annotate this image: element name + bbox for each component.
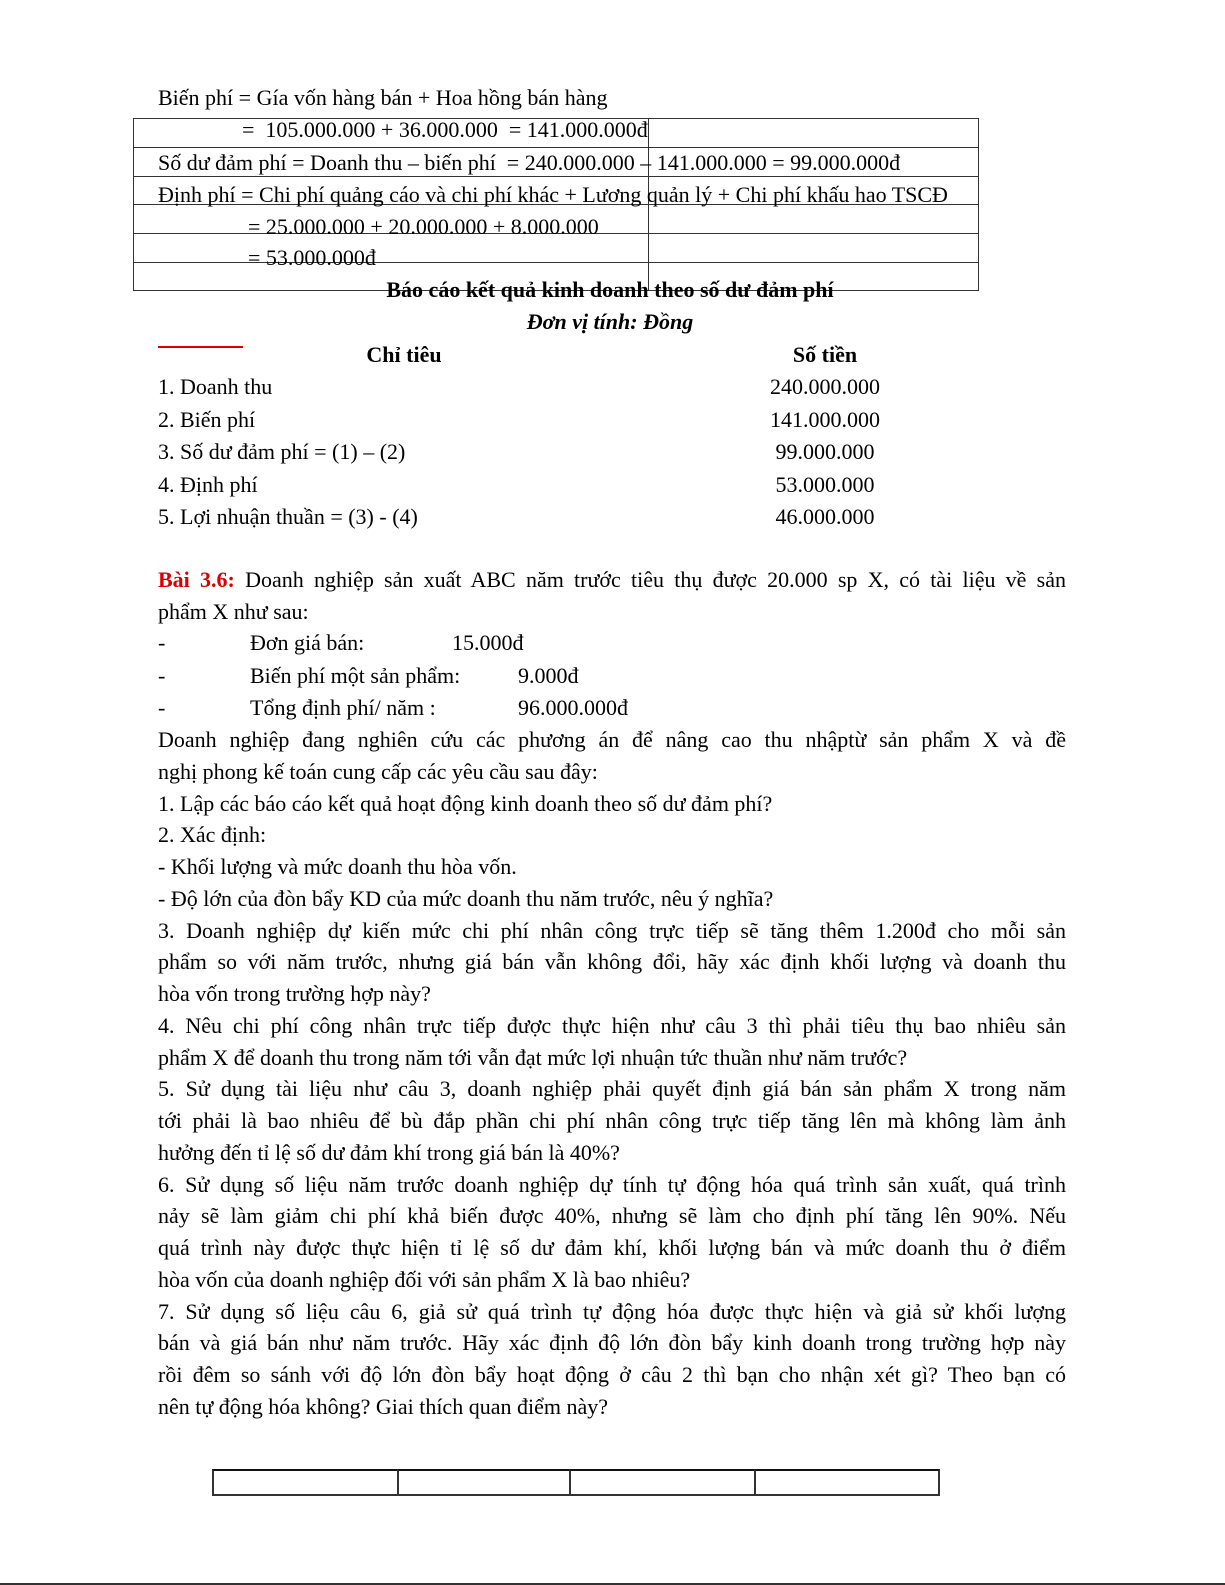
body-line: tới phải là bao nhiêu để bù đắp phần chi phí nhân công trực tiếp tăng lên mà không làm ảnh <box>158 1108 1066 1133</box>
red-mark-line <box>158 346 243 348</box>
body-line: 5. Sử dụng tài liệu như câu 3, doanh nghiệp phải quyết định giá bán sản phẩm X trong năm <box>158 1076 1066 1102</box>
bien-phi-formula: Biến phí = Gía vốn hàng bán + Hoa hồng bán hàng <box>158 85 608 110</box>
table-line <box>133 118 134 290</box>
exercise-intro-text: Doanh nghiệp sản xuất ABC năm trước tiêu thụ được 20.000 sp X, có tài liệu về sản <box>245 567 1066 592</box>
report-unit: Đơn vị tính: Đồng <box>526 309 694 334</box>
dinh-phi-formula: Định phí = Chi phí quảng cáo và chi phí khác + Lương quản lý + Chi phí khấu hao TSCĐ <box>158 182 948 207</box>
report-row-item: 2. Biến phí <box>158 406 256 432</box>
body-line: phẩm X để doanh thu trong năm tới vẫn đạt mức lợi nhuận tức thuần như năm trước? <box>158 1044 908 1070</box>
col-header-amount: Số tiền <box>792 342 858 367</box>
body-line: nghị phong kế toán cung cấp các yêu cầu sau đây: <box>158 758 598 784</box>
exercise-intro <box>158 564 1066 596</box>
report-row-amount: 99.000.000 <box>775 439 875 464</box>
bullet-value: 15.000đ <box>452 630 524 655</box>
report-row-amount: 46.000.000 <box>775 504 875 529</box>
body-line: bán và giá bán như năm trước. Hãy xác định độ lớn đòn bẩy kinh doanh trong trường hợp này <box>158 1330 1066 1356</box>
table-cell <box>569 1469 756 1496</box>
bullet-label: Tổng định phí/ năm : <box>250 695 436 720</box>
col-header-item: Chỉ tiêu <box>366 342 442 367</box>
table-line <box>978 118 979 290</box>
body-line: - Độ lớn của đòn bẩy KD của mức doanh thu năm trước, nêu ý nghĩa? <box>158 885 774 911</box>
report-row-amount: 240.000.000 <box>770 374 880 399</box>
report-row-amount: 141.000.000 <box>770 406 880 432</box>
table-cell <box>212 1469 399 1496</box>
body-line: 2. Xác định: <box>158 822 267 848</box>
body-line: 1. Lập các báo cáo kết quả hoạt động kinh doanh theo số dư đảm phí? <box>158 790 773 816</box>
bullet-dash: - <box>158 662 166 688</box>
bullet-dash: - <box>158 630 166 655</box>
report-row-item: 5. Lợi nhuận thuần = (3) - (4) <box>158 504 418 529</box>
table-cell <box>397 1469 571 1496</box>
body-line: 3. Doanh nghiệp dự kiến mức chi phí nhân công trực tiếp sẽ tăng thêm 1.200đ cho mỗi sản <box>158 917 1066 943</box>
body-line: 6. Sử dụng số liệu năm trước doanh nghiệp dự tính tự động hóa quá trình sản xuất, quá trình <box>158 1171 1066 1197</box>
report-row-amount: 53.000.000 <box>775 471 875 497</box>
exercise-label: Bài 3.6: <box>158 567 235 592</box>
body-line: hòa vốn của doanh nghiệp đối với sản phẩm X là bao nhiêu? <box>158 1266 691 1292</box>
so-du-formula: Số dư đảm phí = Doanh thu – biến phí = 240.000.000 – 141.000.000 = 99.000.000đ <box>158 150 901 175</box>
bullet-label: Đơn giá bán: <box>250 630 365 655</box>
body-line: nảy sẽ làm giảm chi phí khả biến được 40%, nhưng sẽ làm cho định phí tăng lên 90%. Nếu <box>158 1203 1066 1229</box>
body-line: Doanh nghiệp đang nghiên cứu các phương án để nâng cao thu nhậptừ sản phẩm X và đề <box>158 727 1066 752</box>
table-cell <box>754 1469 940 1496</box>
bullet-value: 9.000đ <box>518 662 579 688</box>
bullet-dash: - <box>158 695 166 720</box>
report-row-item: 4. Định phí <box>158 471 258 497</box>
bullet-label: Biến phí một sản phẩm: <box>250 662 461 688</box>
bien-phi-value: = 105.000.000 + 36.000.000 = 141.000.000đ <box>242 117 648 142</box>
body-line: - Khối lượng và mức doanh thu hòa vốn. <box>158 854 517 879</box>
dinh-phi-sum: = 25.000.000 + 20.000.000 + 8.000.000 <box>248 214 599 239</box>
body-line: 7. Sử dụng số liệu câu 6, giả sử quá trình tự động hóa được thực hiện và giả sử khối lượng <box>158 1298 1066 1324</box>
body-line: quá trình này được thực hiện tỉ lệ số dư đảm khí, khối lượng bán và mức doanh thu ở điểm <box>158 1235 1066 1260</box>
body-line: 4. Nêu chi phí công nhân trực tiếp được thực hiện như câu 3 thì phải tiêu thụ bao nhiêu sản <box>158 1012 1066 1038</box>
report-row-item: 1. Doanh thu <box>158 374 273 399</box>
report-title: Báo cáo kết quả kinh doanh theo số dư đảm phí <box>386 277 834 302</box>
body-line: nên tự động hóa không? Giai thích quan điểm này? <box>158 1393 608 1419</box>
report-row-item: 3. Số dư đảm phí = (1) – (2) <box>158 439 406 464</box>
body-line: rồi đêm so sánh với độ lớn đòn bẩy hoạt động ở câu 2 thì bạn cho nhận xét gì? Theo bạn có <box>158 1362 1066 1387</box>
body-line: hưởng đến tỉ lệ số dư đảm khí trong giá bán là 40%? <box>158 1139 620 1165</box>
body-line: phẩm so với năm trước, nhưng giá bán vẫn không đổi, hãy xác định khối lượng và doanh thu <box>158 949 1066 975</box>
dinh-phi-value: = 53.000.000đ <box>248 245 376 270</box>
bullet-value: 96.000.000đ <box>518 695 628 720</box>
body-line: hòa vốn trong trường hợp này? <box>158 981 431 1006</box>
exercise-intro-2: phẩm X như sau: <box>158 599 309 624</box>
